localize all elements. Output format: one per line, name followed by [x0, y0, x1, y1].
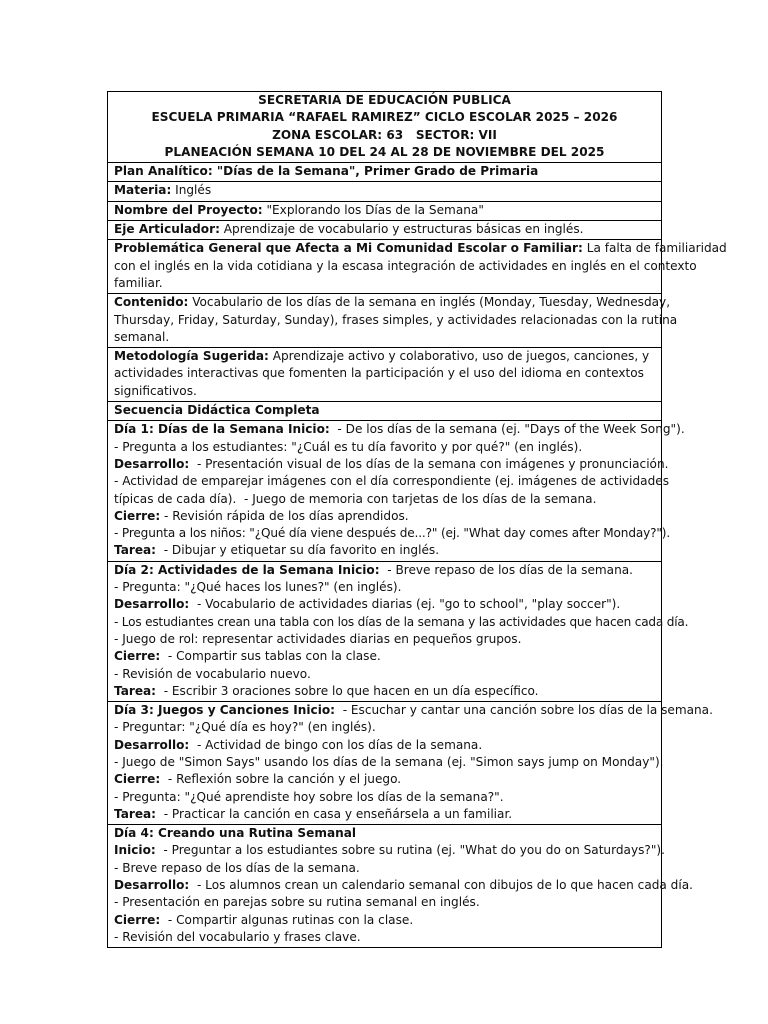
dia2-text-3: - Vocabulario de actividades diarias (ej. "go to school", "play soccer"). [189, 597, 621, 612]
planning-table [107, 91, 727, 948]
dia2-text-8: - Escribir 3 oraciones sobre lo que hacen en un día específico. [156, 683, 539, 698]
dia4-row [108, 825, 662, 948]
dia4-text-1: - Preguntar a los estudiantes sobre su rutina (ej. "What do you do on Saturdays?"). [155, 843, 665, 858]
dia3-line-1 [114, 702, 713, 719]
dia4-line-5 [114, 912, 655, 929]
metodologia-line-1 [114, 348, 655, 365]
metodologia-text-1: Aprendizaje activo y colaborativo, uso de juegos, canciones, y [268, 349, 650, 364]
dia2-line-3 [114, 596, 655, 613]
dia3-text-7: - Practicar la canción en casa y enseñársela a un familiar. [156, 806, 513, 821]
problematica-row [108, 240, 662, 294]
dia1-text-3: - Presentación visual de los días de la semana con imágenes y pronunciación. [189, 456, 669, 471]
dia2-row [108, 561, 662, 701]
dia3-line-7 [114, 806, 655, 823]
dia2-cierre-label: Cierre: [114, 649, 161, 664]
dia4-line-1 [114, 842, 665, 859]
metodologia-text-2: actividades interactivas que fomenten la participación y el uso del idioma en contextos [114, 366, 644, 381]
metodologia-cell [108, 348, 662, 402]
dia2-text-5: - Juego de rol: representar actividades diarias en pequeños grupos. [114, 631, 522, 646]
dia1-title: Día 1: Días de la Semana Inicio: [114, 422, 330, 437]
problematica-cell [108, 240, 727, 294]
dia1-line-1 [114, 421, 685, 438]
metodologia-label: Metodología Sugerida: [114, 349, 269, 364]
proyecto-row [108, 201, 662, 220]
dia2-line-1 [114, 562, 655, 579]
dia2-line-6 [114, 648, 655, 665]
proyecto-cell [108, 201, 662, 220]
contenido-label: Contenido: [114, 295, 189, 310]
dia2-line-8 [114, 683, 655, 700]
eje-cell [108, 221, 662, 240]
dia2-text-4: - Los estudiantes crean una tabla con los días de la semana y las actividades que hacen cada día. [114, 614, 689, 629]
planning-document [107, 91, 727, 948]
dia2-text-2: - Pregunta: "¿Qué haces los lunes?" (en inglés). [114, 580, 402, 595]
dia2-text-7: - Revisión de vocabulario nuevo. [114, 666, 311, 681]
dia1-text-5: típicas de cada día). - Juego de memoria con tarjetas de los días de la semana. [114, 491, 597, 506]
eje-value: Aprendizaje de vocabulario y estructuras básicas en inglés. [219, 222, 584, 237]
dia3-tarea-label: Tarea: [114, 806, 157, 821]
dia1-text-7: - Pregunta a los niños: "¿Qué día viene después de...?" (ej. "What day comes after Monday?"). [114, 526, 671, 541]
secuencia-row [108, 402, 662, 421]
dia3-text-3: - Actividad de bingo con los días de la semana. [189, 737, 483, 752]
dia4-text-6: - Revisión del vocabulario y frases clave. [114, 929, 361, 944]
dia2-text-1: - Breve repaso de los días de la semana. [379, 562, 633, 577]
dia2-tarea-label: Tarea: [114, 683, 157, 698]
dia1-cell [108, 421, 685, 561]
dia4-title: Día 4: Creando una Rutina Semanal [114, 826, 357, 841]
dia1-tarea-label: Tarea: [114, 543, 157, 558]
header-row [108, 92, 662, 163]
materia-label: Materia: [114, 183, 172, 198]
contenido-text-3: semanal. [114, 329, 170, 344]
problematica-label: Problemática General que Afecta a Mi Comunidad Escolar o Familiar: [114, 241, 583, 256]
problematica-line-1 [114, 240, 727, 257]
header-line-3: ZONA ESCOLAR: 63 SECTOR: VII [272, 127, 497, 142]
dia1-text-6: - Revisión rápida de los días aprendidos. [160, 508, 409, 523]
dia4-line-3 [114, 877, 693, 894]
dia1-line-6 [114, 508, 655, 525]
dia1-text-8: - Dibujar y etiquetar su día favorito en inglés. [156, 543, 440, 558]
dia3-text-2: - Preguntar: "¿Qué día es hoy?" (en inglés). [114, 720, 376, 735]
dia2-cell [108, 561, 689, 701]
dia4-inicio-label: Inicio: [114, 843, 156, 858]
problematica-text-1: La falta de familiaridad [582, 241, 727, 256]
dia1-row [108, 421, 662, 561]
dia3-text-5: - Reflexión sobre la canción y el juego. [160, 772, 402, 787]
dia2-desarrollo-label: Desarrollo: [114, 597, 190, 612]
contenido-text-2: Thursday, Friday, Saturday, Sunday), frases simples, y actividades relacionadas con la rutina [114, 312, 678, 327]
dia1-cierre-label: Cierre: [114, 508, 161, 523]
dia1-text-2: - Pregunta a los estudiantes: "¿Cuál es tu día favorito y por qué?" (en inglés). [114, 439, 583, 454]
contenido-row [108, 294, 662, 348]
metodologia-text-3: significativos. [114, 383, 197, 398]
metodologia-row [108, 348, 662, 402]
dia4-desarrollo-label: Desarrollo: [114, 878, 190, 893]
dia1-desarrollo-label: Desarrollo: [114, 456, 190, 471]
materia-cell [108, 182, 662, 201]
contenido-line-1 [114, 294, 671, 311]
secuencia-cell [108, 402, 662, 421]
dia2-title: Día 2: Actividades de la Semana Inicio: [114, 562, 380, 577]
proyecto-label: Nombre del Proyecto: [114, 202, 263, 217]
contenido-text-1: Vocabulario de los días de la semana en inglés (Monday, Tuesday, Wednesday, [188, 295, 671, 310]
plan-title: Plan Analítico: "Días de la Semana", Primer Grado de Primaria [114, 164, 539, 179]
contenido-cell [108, 294, 678, 348]
dia4-text-3: - Los alumnos crean un calendario semanal con dibujos de lo que hacen cada día. [189, 878, 693, 893]
dia3-line-3 [114, 737, 655, 754]
header-line-1: SECRETARIA DE EDUCACIÓN PUBLICA [258, 93, 511, 107]
dia1-text-4: - Actividad de emparejar imágenes con el día correspondiente (ej. imágenes de actividades [114, 474, 670, 489]
dia4-text-5: - Compartir algunas rutinas con la clase. [160, 912, 414, 927]
proyecto-value: "Explorando los Días de la Semana" [262, 202, 484, 217]
dia4-text-2: - Breve repaso de los días de la semana. [114, 860, 360, 875]
header-cell [108, 92, 662, 163]
problematica-text-3: familiar. [114, 275, 163, 290]
dia3-text-4: - Juego de "Simon Says" usando los días de la semana (ej. "Simon says jump on Monday"). [114, 754, 664, 769]
dia4-text-4: - Presentación en parejas sobre su rutina semanal en inglés. [114, 895, 480, 910]
dia3-title: Día 3: Juegos y Canciones Inicio: [114, 703, 336, 718]
dia3-text-1: - Escuchar y cantar una canción sobre los días de la semana. [335, 703, 713, 718]
dia1-line-3 [114, 456, 669, 473]
problematica-text-2: con el inglés en la vida cotidiana y la escasa integración de actividades en inglés en el contexto [114, 258, 697, 273]
materia-value: Inglés [171, 183, 212, 198]
dia3-desarrollo-label: Desarrollo: [114, 737, 190, 752]
secuencia-title: Secuencia Didáctica Completa [114, 403, 320, 418]
dia2-text-6: - Compartir sus tablas con la clase. [160, 649, 381, 664]
plan-row [108, 163, 662, 182]
eje-row [108, 221, 662, 240]
dia4-cell [108, 825, 693, 948]
eje-label: Eje Articulador: [114, 222, 220, 237]
dia1-text-1: - De los días de la semana (ej. "Days of the Week Song"). [329, 422, 685, 437]
dia1-line-8 [114, 542, 655, 559]
dia4-cierre-label: Cierre: [114, 912, 161, 927]
dia3-cierre-label: Cierre: [114, 772, 161, 787]
dia3-row [108, 702, 662, 825]
dia3-cell [108, 702, 713, 825]
dia3-text-6: - Pregunta: "¿Qué aprendiste hoy sobre los días de la semana?". [114, 789, 504, 804]
header-line-2: ESCUELA PRIMARIA “RAFAEL RAMIREZ” CICLO ESCOLAR 2025 – 2026 [151, 110, 618, 125]
dia3-line-5 [114, 771, 655, 788]
plan-cell [108, 163, 662, 182]
header-line-4: PLANEACIÓN SEMANA 10 DEL 24 AL 28 DE NOVIEMBRE DEL 2025 [164, 144, 605, 159]
materia-row [108, 182, 662, 201]
